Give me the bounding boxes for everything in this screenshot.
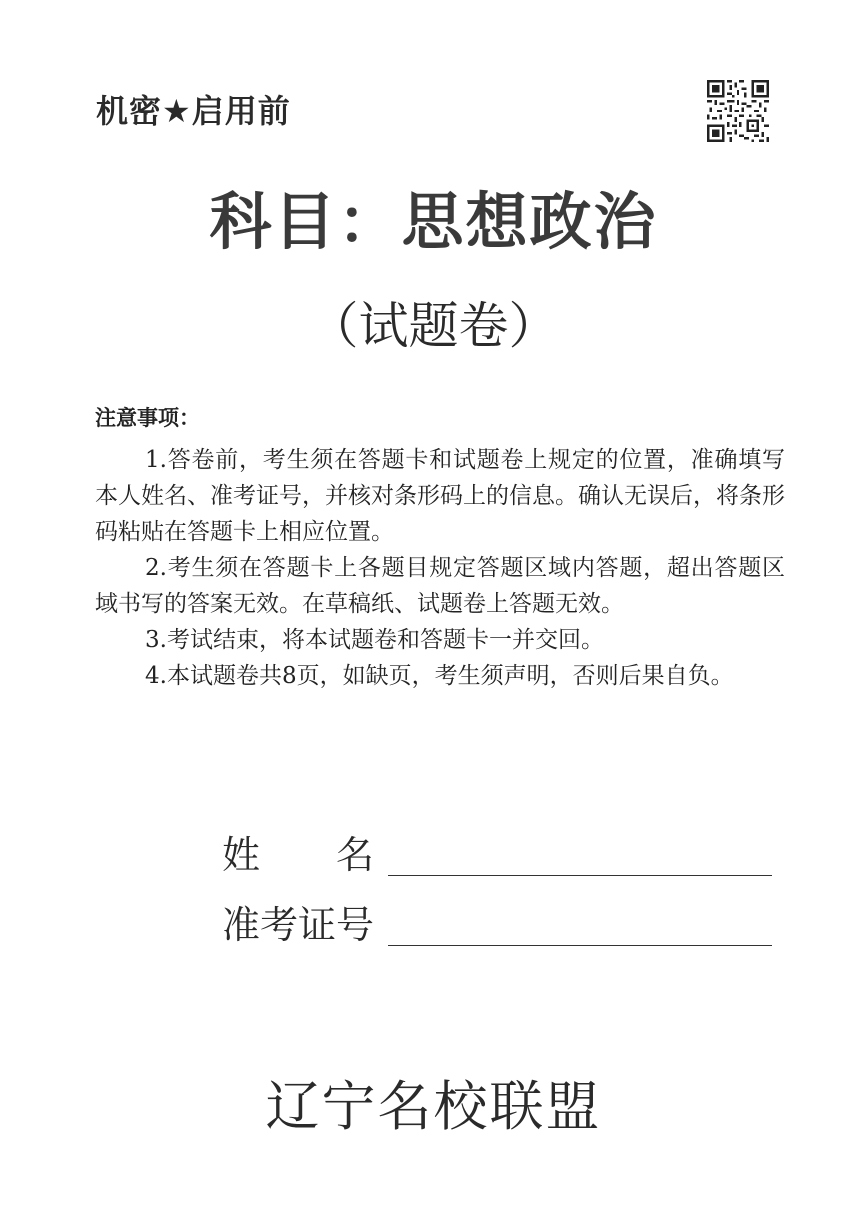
confidential-mark: 机密★启用前 [96, 92, 291, 130]
notice-item: 1.答卷前，考生须在答题卡和试题卷上规定的位置，准确填写本人姓名、准考证号，并核对条形码上的信息。确认无误后，将条形码粘贴在答题卡上相应位置。 [95, 447, 785, 545]
name-label: 姓名 [222, 833, 451, 877]
notice-item: 3.考试结束，将本试题卷和答题卡一并交回。 [145, 627, 604, 653]
subject-title: 科目：思想政治 [209, 185, 658, 258]
notice-section [95, 402, 785, 694]
name-field [222, 828, 772, 878]
paper-type-label: （试题卷） [308, 297, 559, 355]
exam-id-blank-line[interactable] [388, 945, 772, 946]
notice-heading: 注意事项： [95, 406, 200, 430]
exam-id-label: 准考证号 [222, 903, 375, 947]
organization-name: 辽宁名校联盟 [265, 1075, 602, 1138]
name-blank-line[interactable] [388, 875, 772, 876]
qr-code-icon [707, 80, 769, 142]
notice-item: 4.本试题卷共8页，如缺页，考生须声明，否则后果自负。 [145, 663, 734, 689]
notice-item: 2.考生须在答题卡上各题目规定答题区域内答题，超出答题区域书写的答案无效。在草稿纸、试题卷上答题无效。 [95, 555, 785, 617]
exam-id-field [222, 898, 772, 948]
